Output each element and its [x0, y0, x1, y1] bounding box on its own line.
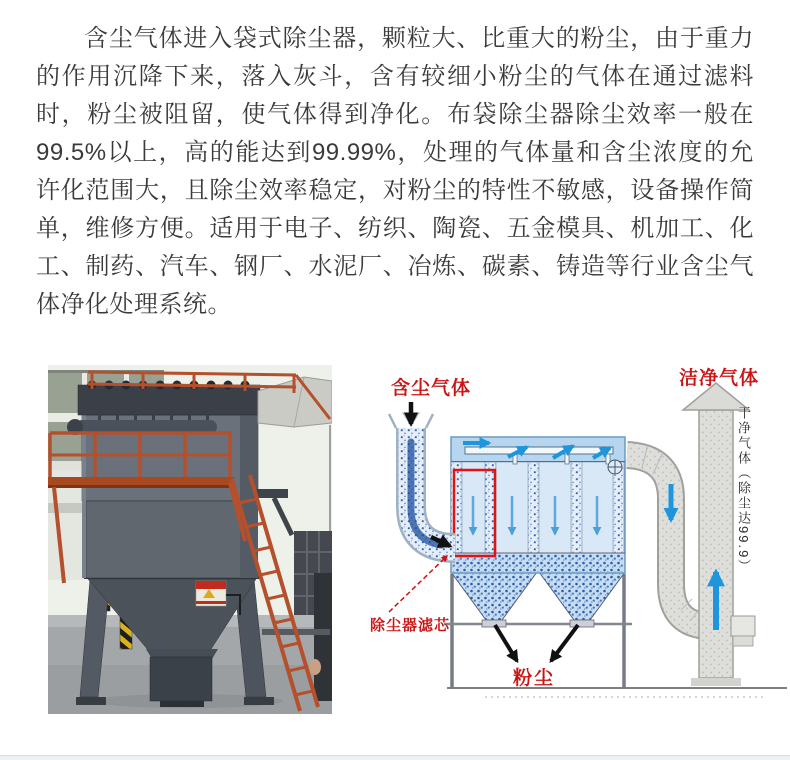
- process-diagram: [365, 358, 790, 705]
- filter-chamber: [451, 437, 625, 573]
- intro-paragraph: 含尘气体进入袋式除尘器，颗粒大、比重大的粉尘，由于重力的作用沉降下来，落入灰斗，含有较细小粉尘的气体在通过滤料时，粉尘被阻留，使气体得到净化。布袋除尘器除尘效率一般在99.5%以上，高的能达到99.99%，处理的气体量和含尘浓度的允许化范围大，且除尘效率稳定，对粉尘的特性不敏感，设备操作简单，维修方便。适用于电子、纺织、陶瓷、五金模具、机加工、化工、制药、汽车、钢厂、水泥厂、冶炼、碳素、铸造等行业含尘气体净化处理系统。: [36, 25, 754, 318]
- filter-element-leader-line: [389, 556, 447, 612]
- diagram-label-stack-note: 干净气体（除尘达99.9）: [736, 406, 751, 575]
- diagram-label-filter-element: 除尘器滤芯: [370, 617, 451, 634]
- figures-row: [0, 358, 790, 718]
- inlet-pipe: [389, 402, 455, 548]
- page-bottom-divider: [0, 755, 790, 760]
- diagram-label-dusty-gas: 含尘气体: [391, 378, 472, 399]
- equipment-photo: [48, 365, 332, 714]
- diagram-label-clean-gas: 洁净气体: [679, 368, 760, 389]
- diagram-ground: [447, 688, 787, 697]
- equipment-photo-graphic: [48, 365, 332, 714]
- diagram-label-dust: 粉尘: [513, 668, 556, 689]
- warning-sticker: [196, 581, 226, 606]
- dust-fall-arrows: [495, 625, 578, 661]
- process-diagram-graphic: [365, 358, 790, 705]
- filter-bags: [451, 462, 625, 553]
